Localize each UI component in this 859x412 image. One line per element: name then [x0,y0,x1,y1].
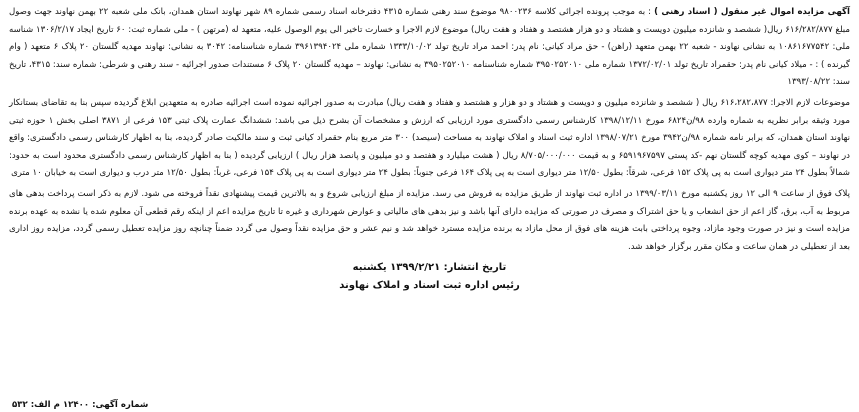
notice-paragraph-1 [9,4,850,92]
notice-paragraph-3: پلاک فوق از ساعت ۹ الی ۱۲ روز یکشنبه مورخ ۱۳۹۹/۰۳/۱۱ در اداره ثبت نهاوند از طریق مزایده به فروش می رسد. مزایده از مبلغ ارزیابی شروع و به بالاترین قیمت پیشنهادی نقداً فروخته می شود. لازم به ذکر است پرداخت بدهی های مربوط به آب، برق، گاز اعم از حق انشعاب و یا حق اشتراک و مصرف در صورتی که مزایده دارای آنها باشد و نیز بدهی های مالیاتی و عوارض شهرداری و غیره تا تاریخ مزایده اعم از اینکه رقم قطعی آن معلوم شده یا نشده به عهده برنده مزایده است و نیز در صورت وجود مازاد، وجوه پرداختی بابت هزینه های فوق از محل مازاد به برنده مزایده مسترد خواهد شد و نیم عشر و حق مزایده نقداً وصول می گردد ضمناً چنانچه روز مزایده تعطیل رسمی گردد، مزایده روز اداری بعد از تعطیلی در همان ساعت و مکان مقرر برگزار خواهد شد. [9,188,850,252]
notice-paragraph-2: موضوعات لازم الاجرا: ۶۱۶،۲۸۲،۸۷۷ ریال ( ششصد و شانزده میلیون و دویست و هشتاد و دو هزار و هشتصد و هفتاد و هفت ریال) مبادرت به صدور اجرائیه نموده است اجرائیه صادره به متعهدین ابلاغ گردیده سپس بنا به تقاضای بستانکار مورد وثیقه برابر نظریه به شماره وارده ۹۸/ن۶۸۲۴ مورخ ۱۳۹۸/۱۲/۱۱ کارشناس رسمی دادگستری مورد ارزیابی که ارزش و مشخصات آن بشرح ذیل می باشد: ششدانگ عمارت پلاک ثبتی ۱۵۳ فرعی از ۳۸۷۱ اصلی بخش ۱ حوزه ثبتی نهاوند استان همدان، که برابر نامه شماره ۹۸/ن۳۹۴۲ مورخ ۱۳۹۸/۰۷/۲۱ اداره ثبت اسناد و املاک نهاوند به مساحت (سیصد) ۳۰۰ متر مربع بنام حقمراد کیانی ثبت و سند مالکیت صادر گردیده، بنا به اظهار کارشناس رسمی دادگستری: واقع در نهاوند – کوی مهدیه کوچه گلستان نهم -کد پستی ۶۵۹۱۹۶۷۵۹۷ و به قیمت ۸/۷۰۵/۰۰۰/۰۰۰ ریال ( هشت میلیارد و هفتصد و دو میلیون و پانصد هزار ریال ) ارزیابی گردیده ( بنا به اظهار کارشناس رسمی دادگستری محدود است به حدود: شمالاً بطول ۲۴ متر دیواری است به پی پلاک ۱۵۲ فرعی، شرقاً: بطول ۱۲/۵۰ متر دیواری است به پی پلاک ۱۶۴ فرعی جنوباً: بطول ۲۴ متر دیواری است به پی پلاک ۱۵۴ فرعی، غرباً: بطول ۱۲/۵۰ متر درب و دیواری است به خیابان ۱۰ متری [9,97,850,179]
signature-line: رئیس اداره ثبت اسناد و املاک نهاوند [339,280,520,292]
notice-paragraph-1-text: : به موجب پرونده اجرائی کلاسه ۹۸۰۰۲۳۶ موضوع سند رهنی شماره ۴۳۱۵ دفترخانه اسناد رسمی شماره ۸۹ شهر نهاوند استان همدان، بانک ملی شعبه ۲۲ بهمن نهاوند جهت وصول مبلغ ۶۱۶/۲۸۲/۸۷۷ ریال( ششصد و شانزده میلیون دویست و هشتاد و دو هزار هشتصد و هفتاد و هفت ریال) موضوع لازم الاجرا و خسارت تاخیر الی یوم الوصول علیه، متعهد له (مرتهن ) - ملی شماره ثبت: ۶۰ تاریخ ایجاد ۱۳۰۶/۲/۱۷ شناسه ملی: ۱۰۸۶۱۶۷۷۵۴۲ به نشانی نهاوند - شعبه ۲۲ بهمن متعهد (راهن) - حق مراد کیانی: نام پدر: احمد مراد تاریخ تولد ۱۳۳۳/۱۰/۰۲ شماره ملی ۳۹۶۱۳۹۴۰۲۴ شماره شناسنامه: ۳۰۴۲ به نشانی: نهاوند مهدیه گلستان ۲۰ پلاک ۶ متعهد ( وام گیرنده ) : - میلاد کیانی نام پدر: حقمراد تاریخ تولد ۱۳۷۲/۰۲/۰۱ شماره ملی ۳۹۵۰۲۵۲۰۱۰ شماره شناسنامه ۳۹۵۰۲۵۲۰۱۰ به نشانی: نهاوند – مهدیه گلستان ۲۰ پلاک ۶ مستندات صدور اجرائیه - سند رهنی و شرطی: شماره سند: ۴۳۱۵، تاریخ سند: ۱۳۹۳/۰۸/۲۲ [9,7,850,88]
ad-number: شماره آگهی: ۱۲۴۰۰ م الف: ۵۳۲ [12,400,149,410]
publication-date: تاریخ انتشار: ۱۳۹۹/۲/۲۱ یکشنبه [352,262,507,274]
notice-title: آگهی مزایده اموال غیر منقول ( اسناد رهنی ) [654,7,850,17]
